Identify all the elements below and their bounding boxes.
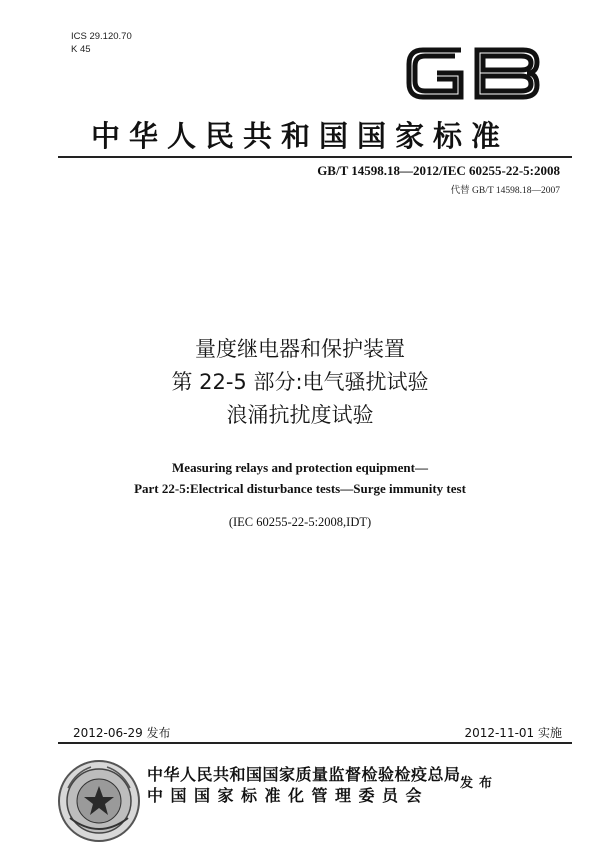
ics-code: ICS 29.120.70 (71, 31, 132, 42)
title-cn-line3: 浪涌抗扰度试验 (226, 403, 374, 427)
publish-label: 发布 (460, 776, 499, 791)
official-seal-icon (56, 758, 142, 844)
footer-divider (58, 742, 572, 744)
title-en-line2: Part 22-5:Electrical disturbance tests—Surge immunity test (134, 481, 466, 496)
equivalence-statement: (IEC 60255-22-5:2008,IDT) (228, 515, 372, 529)
standard-number: GB/T 14598.18—2012/IEC 60255-22-5:2008 (317, 163, 560, 178)
title-cn-line2: 第 22-5 部分:电气骚扰试验 (171, 370, 429, 394)
effective-date: 2012-11-01 实施 (464, 726, 562, 740)
classification-codes (71, 30, 132, 56)
issuer-aqsiq: 中华人民共和国国家质量监督检验检疫总局 (147, 765, 461, 784)
replaces-standard: 代替 GB/T 14598.18—2007 (450, 186, 560, 196)
standard-category-title: 中华人民共和国国家标准 (90, 119, 509, 153)
title-cn-line1: 量度继电器和保护装置 (195, 337, 405, 361)
gb-logo (403, 42, 543, 105)
ccs-code: K 45 (71, 44, 91, 55)
issuer-sac: 中国国家标准化管理委员会 (147, 786, 430, 805)
header-divider (58, 156, 572, 158)
title-en-line1: Measuring relays and protection equipment— (172, 460, 428, 475)
publication-date: 2012-06-29 发布 (73, 726, 171, 740)
